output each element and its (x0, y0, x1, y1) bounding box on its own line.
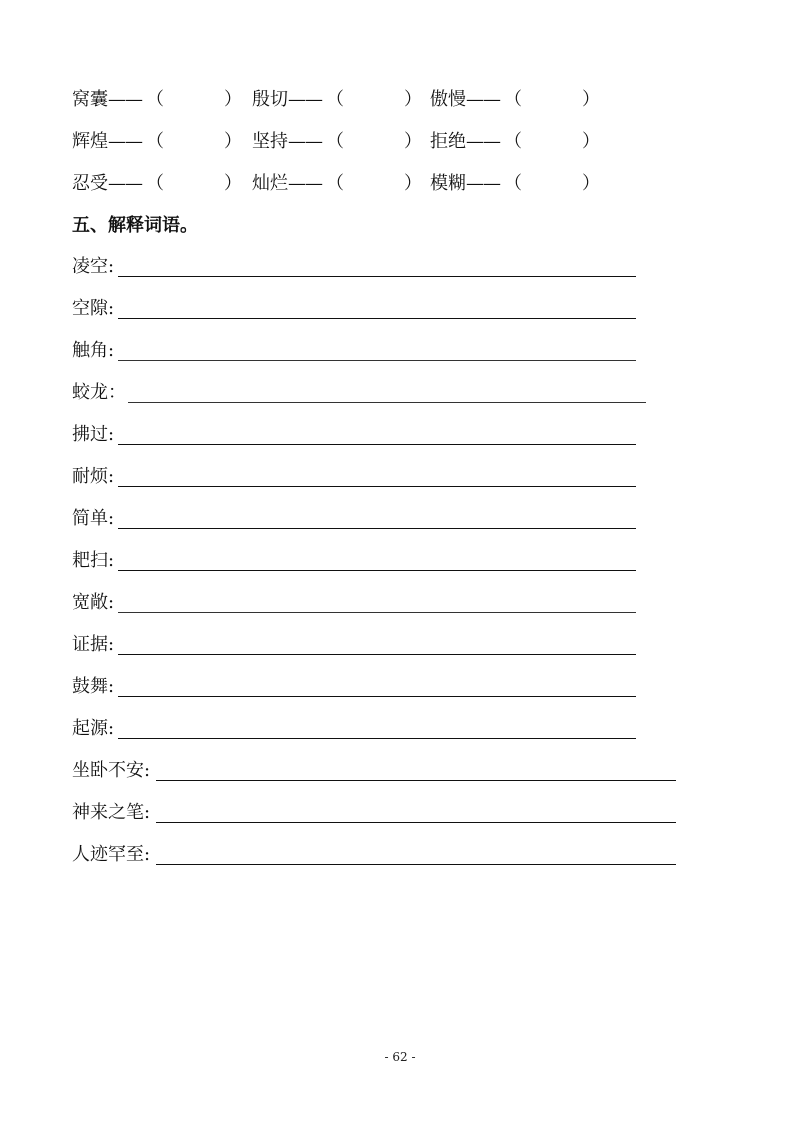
antonym-word: 窝囊 (72, 89, 108, 110)
answer-line[interactable] (118, 612, 636, 613)
antonym-item (430, 88, 600, 112)
definition-row (72, 591, 642, 617)
answer-line[interactable] (118, 318, 636, 319)
paren-open: （ (326, 173, 344, 194)
section-title: 五、解释词语。 (72, 215, 198, 236)
paren-open: （ (504, 89, 522, 110)
antonym-dash: —— (288, 89, 322, 110)
paren-open: （ (504, 131, 522, 152)
paren-close: ） (224, 173, 242, 194)
antonym-item (430, 130, 600, 154)
antonym-dash: —— (466, 131, 500, 152)
antonym-word: 殷切 (252, 89, 288, 110)
antonym-row-1 (72, 88, 632, 112)
definition-row (72, 381, 652, 407)
definition-row (72, 507, 642, 533)
antonym-row-2 (72, 130, 632, 154)
antonym-dash: —— (466, 89, 500, 110)
antonym-word: 傲慢 (430, 89, 466, 110)
antonym-dash: —— (108, 131, 142, 152)
definition-term: 起源: (72, 718, 115, 739)
answer-line[interactable] (118, 654, 636, 655)
definition-row (72, 423, 642, 449)
paren-close: ） (224, 131, 242, 152)
answer-line[interactable] (128, 402, 646, 403)
answer-line[interactable] (156, 864, 676, 865)
antonym-item (252, 130, 422, 154)
answer-line[interactable] (118, 444, 636, 445)
definition-row (72, 297, 642, 323)
paren-open: （ (326, 131, 344, 152)
answer-line[interactable] (156, 822, 676, 823)
definition-row (72, 255, 642, 281)
answer-line[interactable] (118, 276, 636, 277)
definition-row (72, 801, 682, 827)
definition-row (72, 549, 642, 575)
definition-term: 人迹罕至: (72, 844, 151, 865)
antonym-item (252, 172, 422, 196)
antonym-dash: —— (108, 173, 142, 194)
answer-line[interactable] (118, 528, 636, 529)
definition-term: 鼓舞: (72, 676, 115, 697)
antonym-item (72, 130, 242, 154)
definition-term: 神来之笔: (72, 802, 151, 823)
antonym-dash: —— (466, 173, 500, 194)
paren-close: ） (404, 89, 422, 110)
antonym-word: 坚持 (252, 131, 288, 152)
definition-row (72, 717, 642, 743)
answer-line[interactable] (118, 486, 636, 487)
definition-term: 坐卧不安: (72, 760, 151, 781)
definition-term: 拂过: (72, 424, 115, 445)
answer-line[interactable] (118, 738, 636, 739)
antonym-word: 拒绝 (430, 131, 466, 152)
antonym-item (430, 172, 600, 196)
paren-close: ） (582, 173, 600, 194)
answer-line[interactable] (156, 780, 676, 781)
definition-row (72, 465, 642, 491)
paren-open: （ (504, 173, 522, 194)
definition-term: 耙扫: (72, 550, 115, 571)
page-number: - 62 - (384, 1050, 416, 1064)
definition-term: 耐烦: (72, 466, 115, 487)
antonym-dash: —— (288, 131, 322, 152)
definition-term: 宽敞: (72, 592, 115, 613)
paren-open: （ (146, 89, 164, 110)
answer-line[interactable] (118, 570, 636, 571)
definition-row (72, 675, 642, 701)
paren-close: ） (224, 89, 242, 110)
antonym-dash: —— (108, 89, 142, 110)
antonym-word: 模糊 (430, 173, 466, 194)
answer-line[interactable] (118, 360, 636, 361)
antonym-item (72, 172, 242, 196)
antonym-row-3 (72, 172, 632, 196)
definition-term: 空隙: (72, 298, 115, 319)
paren-open: （ (326, 89, 344, 110)
definition-term: 触角: (72, 340, 115, 361)
definition-row (72, 339, 642, 365)
definition-term: 蛟龙： (72, 382, 126, 403)
antonym-word: 忍受 (72, 173, 108, 194)
antonym-dash: —— (288, 173, 322, 194)
answer-line[interactable] (118, 696, 636, 697)
definition-row (72, 759, 682, 785)
definition-row (72, 633, 642, 659)
paren-open: （ (146, 173, 164, 194)
definition-row (72, 843, 682, 869)
definition-term: 简单: (72, 508, 115, 529)
antonym-word: 灿烂 (252, 173, 288, 194)
paren-open: （ (146, 131, 164, 152)
paren-close: ） (582, 131, 600, 152)
paren-close: ） (404, 131, 422, 152)
paren-close: ） (582, 89, 600, 110)
definition-term: 凌空: (72, 256, 115, 277)
definition-term: 证据: (72, 634, 115, 655)
antonym-item (252, 88, 422, 112)
antonym-item (72, 88, 242, 112)
antonym-word: 辉煌 (72, 131, 108, 152)
paren-close: ） (404, 173, 422, 194)
